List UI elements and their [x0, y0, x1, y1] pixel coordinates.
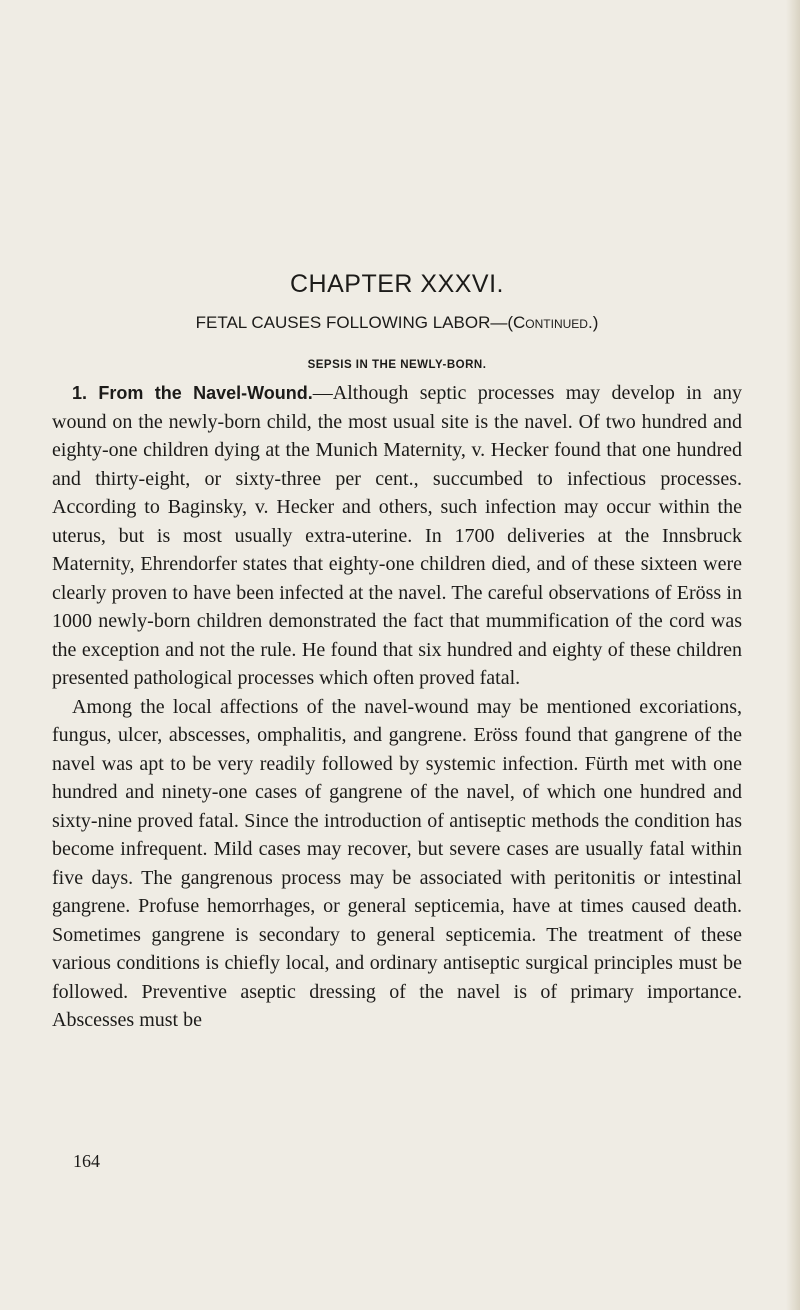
paragraph-local-affections: Among the local affections of the navel-wound may be mentioned excoriations, fungus, ulcer, abscesses, omphalitis, and gangrene. Eröss found that gangrene of the navel was apt to be very readily followed by systemic infection. Fürth met with one hundred and ninety-one cases of gangrene of the navel, of which one hundred and sixty-nine proved fatal. Since the introduction of antiseptic methods the condition has become infrequent. Mild cases may recover, but severe cases are usually fatal within five days. The gangrenous process may be associated with peritonitis or intestinal gangrene. Profuse hemorrhages, or general septicemia, have at times caused death. Sometimes gangrene is secondary to general septicemia. The treatment of these various conditions is chiefly local, and ordinary antiseptic surgical principles must be followed. Preventive aseptic dressing of the navel is of primary importance. Abscesses must be: [52, 695, 742, 1031]
subtitle-close: ): [592, 313, 599, 332]
subtitle-continued: Continued.: [513, 313, 593, 332]
page-edge-shadow: [786, 0, 800, 1310]
paragraph-navel-wound: [52, 379, 742, 693]
section-heading: SEPSIS IN THE NEWLY-BORN.: [307, 359, 487, 371]
subtitle-main: FETAL CAUSES FOLLOWING LABOR—(: [195, 313, 514, 332]
book-page: [52, 270, 742, 1035]
paragraph-1-text: —Although septic processes may develop in any wound on the newly-born child, the most usual site is the navel. Of two hundred and eighty-one children dying at the Munich Maternity, v. Hecker found that one hundred and thirty-eight, or sixty-three per cent., succumbed to infectious processes. According to Baginsky, v. Hecker and others, such infection may occur within the uterus, but is most usually extra-uterine. In 1700 deliveries at the Innsbruck Maternity, Ehrendorfer states that eighty-one children died, and of these sixteen were clearly proven to have been infected at the navel. The careful observations of Eröss in 1000 newly-born children demonstrated the fact that mummification of the cord was the exception and not the rule. He found that six hundred and eighty of these children presented pathological processes which often proved fatal.: [52, 382, 742, 689]
chapter-title: CHAPTER XXXVI.: [290, 270, 504, 298]
paragraph-lead: 1. From the Navel-Wound.: [72, 383, 313, 403]
page-number: 164: [73, 1151, 100, 1171]
chapter-subtitle: [52, 313, 742, 333]
